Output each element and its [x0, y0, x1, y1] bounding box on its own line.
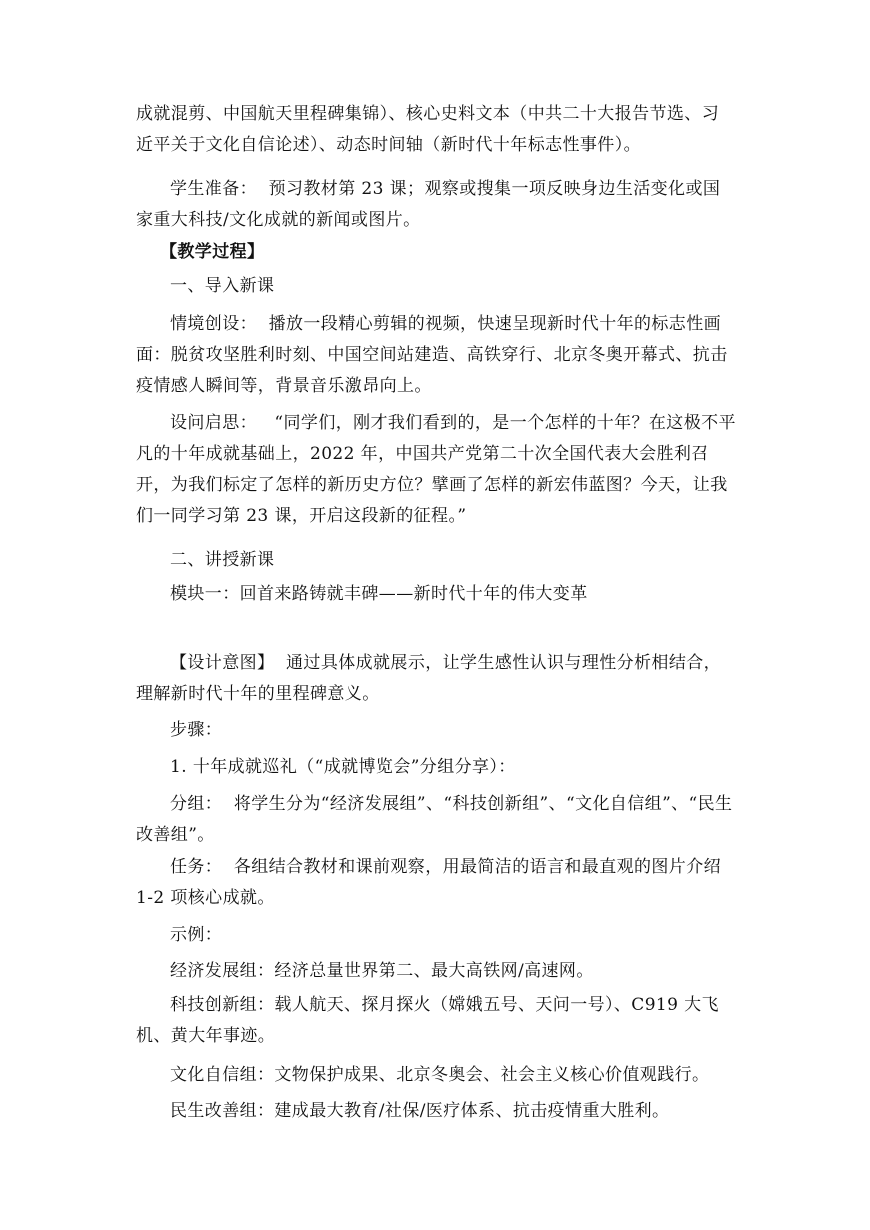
example-item: 民生改善组：建成最大教育/社保/医疗体系、抗击疫情重大胜利。	[170, 1101, 670, 1121]
student-preparation-paragraph	[136, 174, 736, 236]
grouping-label: 分组：	[170, 794, 223, 814]
section-2-title: 二、讲授新课	[170, 550, 275, 570]
step-1-title: 1. 十年成就巡礼（“成就博览会”分组分享）：	[170, 757, 516, 777]
section-1-title: 一、导入新课	[170, 276, 275, 296]
module-1-title: 模块一：回首来路铸就丰碑——新时代十年的伟大变革	[170, 584, 588, 604]
question-inspiration-text: “同学们，刚才我们看到的，是一个怎样的十年？在这极不平凡的十年成就基础上，2022 年，中国共产党第二十次全国代表大会胜利召开，为我们标定了怎样的新历史方位？擘画了怎样的新宏伟蓝图？今天，让我们一同学习第 23 课，开启这段新的征程。”	[136, 413, 736, 526]
teaching-process-heading: 【教学过程】	[160, 242, 265, 262]
design-intent-label: 【设计意图】	[170, 653, 275, 673]
task-label: 任务：	[170, 857, 223, 877]
example-label: 示例：	[170, 925, 223, 945]
student-preparation-label: 学生准备：	[170, 179, 257, 199]
situation-creation-label: 情境创设：	[170, 314, 257, 334]
teaching-materials-continuation: 成就混剪、中国航天里程碑集锦）、核心史料文本（中共二十大报告节选、习近平关于文化自信论述）、动态时间轴（新时代十年标志性事件）。	[136, 104, 720, 155]
situation-creation-paragraph	[136, 309, 736, 402]
steps-label: 步骤：	[170, 720, 223, 740]
example-item: 文化自信组：文物保护成果、北京冬奥会、社会主义核心价值观践行。	[170, 1065, 710, 1085]
situation-creation-text: 播放一段精心剪辑的视频，快速呈现新时代十年的标志性画面：脱贫攻坚胜利时刻、中国空间站建造、高铁穿行、北京冬奥开幕式、抗击疫情感人瞬间等，背景音乐激昂向上。	[136, 314, 728, 396]
grouping-paragraph	[136, 789, 736, 851]
example-item: 科技创新组：载人航天、探月探火（嫦娥五号、天问一号）、C919 大飞机、黄大年事迹。	[136, 995, 719, 1046]
question-inspiration-paragraph	[136, 408, 736, 532]
task-text: 各组结合教材和课前观察，用最简洁的语言和最直观的图片介绍 1-2 项核心成就。	[136, 857, 722, 908]
design-intent-paragraph	[136, 648, 736, 710]
task-paragraph	[136, 852, 736, 914]
student-preparation-text: 预习教材第 23 课；观察或搜集一项反映身边生活变化或国家重大科技/文化成就的新闻或图片。	[136, 179, 721, 230]
example-item: 经济发展组：经济总量世界第二、最大高铁网/高速网。	[170, 961, 594, 981]
design-intent-text: 通过具体成就展示，让学生感性认识与理性分析相结合，理解新时代十年的里程碑意义。	[136, 653, 722, 704]
question-inspiration-label: 设问启思：	[170, 413, 257, 433]
grouping-text: 将学生分为“经济发展组”、“科技创新组”、“文化自信组”、“民生改善组”。	[136, 794, 733, 845]
